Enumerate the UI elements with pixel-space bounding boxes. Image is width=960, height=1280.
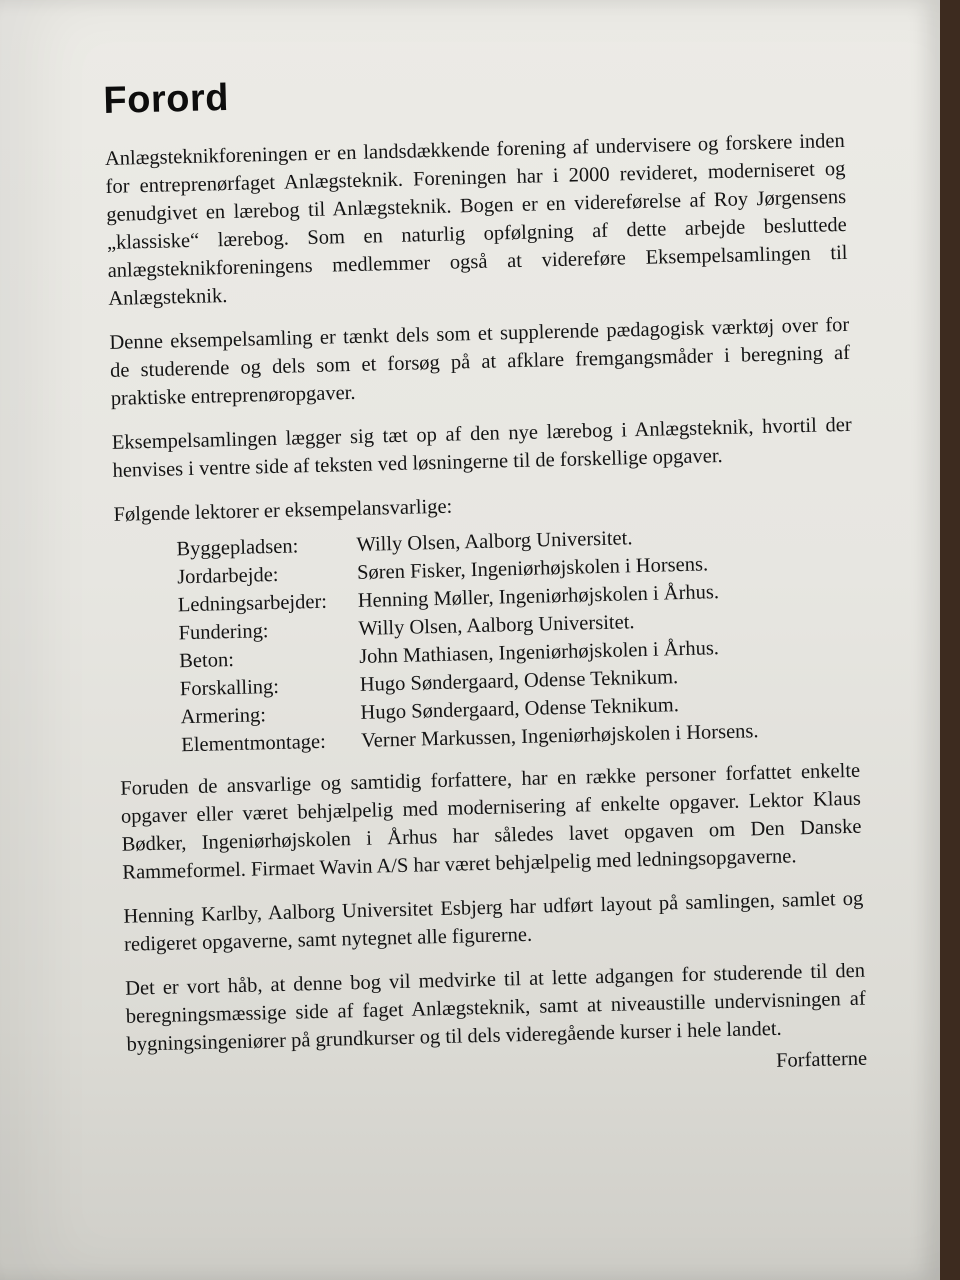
paragraph-contributors: Foruden de ansvarlige og samtidig forfattere, har en række personer forfattet enkelte opgaver eller været behjælpelig med modernisering af enkelte opgaver. Lektor Klaus Bødker, Ingeniørhøjskolen i Århus har således lavet opgaven om Den Danske Rammeformel. Firmaet Wavin A/S har været behjælpelig med ledningsopgaverne. (120, 759, 862, 884)
lecturer-area: Elementmontage: (181, 730, 327, 757)
page-title: Forord (103, 76, 230, 122)
lecturer-area: Fundering: (178, 620, 269, 645)
page-content (103, 62, 867, 1091)
lecturer-person: Søren Fisker, Ingeniørhøjskolen i Horsens. (356, 553, 709, 584)
paragraph-reference: Eksempelsamlingen lægger sig tæt op af den nye lærebog i Anlægsteknik, hvortil der henvises i ventre side af teksten ved løsningerne til de forskellige opgaver. (111, 413, 852, 482)
lecturer-area: Ledningsarbejder: (177, 590, 328, 617)
lecturer-area: Armering: (180, 704, 267, 729)
lecturer-area: Jordarbejde: (176, 563, 279, 589)
paragraph-hope: Det er vort håb, at denne bog vil medvirke til at lette adgangen for studerende til den beregningsmæssige side af faget Anlægsteknik, samt at niveaustille undervisningen af bygningsingeniører på grundkurser og til dels videregående kurser i hele landet. (124, 959, 866, 1056)
paragraph-lecturers-intro: Følgende lektorer er eksempelansvarlige: (113, 495, 453, 526)
lecturer-person: Willy Olsen, Aalborg Universitet. (356, 527, 633, 556)
paragraph-purpose: Denne eksempelsamling er tænkt dels som et supplerende pædagogisk værktøj over for de studerende og dels som et forsøg på at afklare fremgangsmåder i beregning af praktiske entreprenøropgaver. (109, 313, 851, 410)
lecturer-person: Hugo Søndergaard, Odense Teknikum. (359, 666, 679, 696)
lecturer-person: Willy Olsen, Aalborg Universitet. (358, 611, 635, 640)
lecturers-table (176, 521, 759, 759)
lecturer-person: Verner Markussen, Ingeniørhøjskolen i Horsens. (360, 720, 759, 752)
lecturer-person: John Mathiasen, Ingeniørhøjskolen i Århus. (358, 637, 720, 668)
lecturer-person: Hugo Søndergaard, Odense Teknikum. (360, 694, 680, 724)
lecturer-area: Beton: (178, 648, 235, 673)
lecturer-area: Byggepladsen: (176, 535, 299, 561)
lecturer-area: Forskalling: (179, 675, 280, 701)
paragraph-layout: Henning Karlby, Aalborg Universitet Esbjerg har udført layout på samlingen, samlet og redigeret opgaverne, samt nytegnet alle figurerne. (123, 887, 864, 956)
paragraph-intro: Anlægsteknikforeningen er en landsdækkende forening af undervisere og forskere inden for entreprenørfaget Anlægsteknik. Foreningen har i 2000 revideret, moderniseret og genudgivet en lærebog til Anlægsteknik. Bogen er en videreførelse af Roy Jørgensens „klassiske“ lærebog. Som en naturlig opfølgning af dette arbejde besluttede anlægsteknikforeningens medlemmer også at videreføre Eksempelsamlingen til Anlægsteknik. (104, 129, 848, 310)
signature: Forfatterne (775, 1047, 868, 1072)
lecturer-person: Henning Møller, Ingeniørhøjskolen i Århus. (357, 581, 720, 612)
